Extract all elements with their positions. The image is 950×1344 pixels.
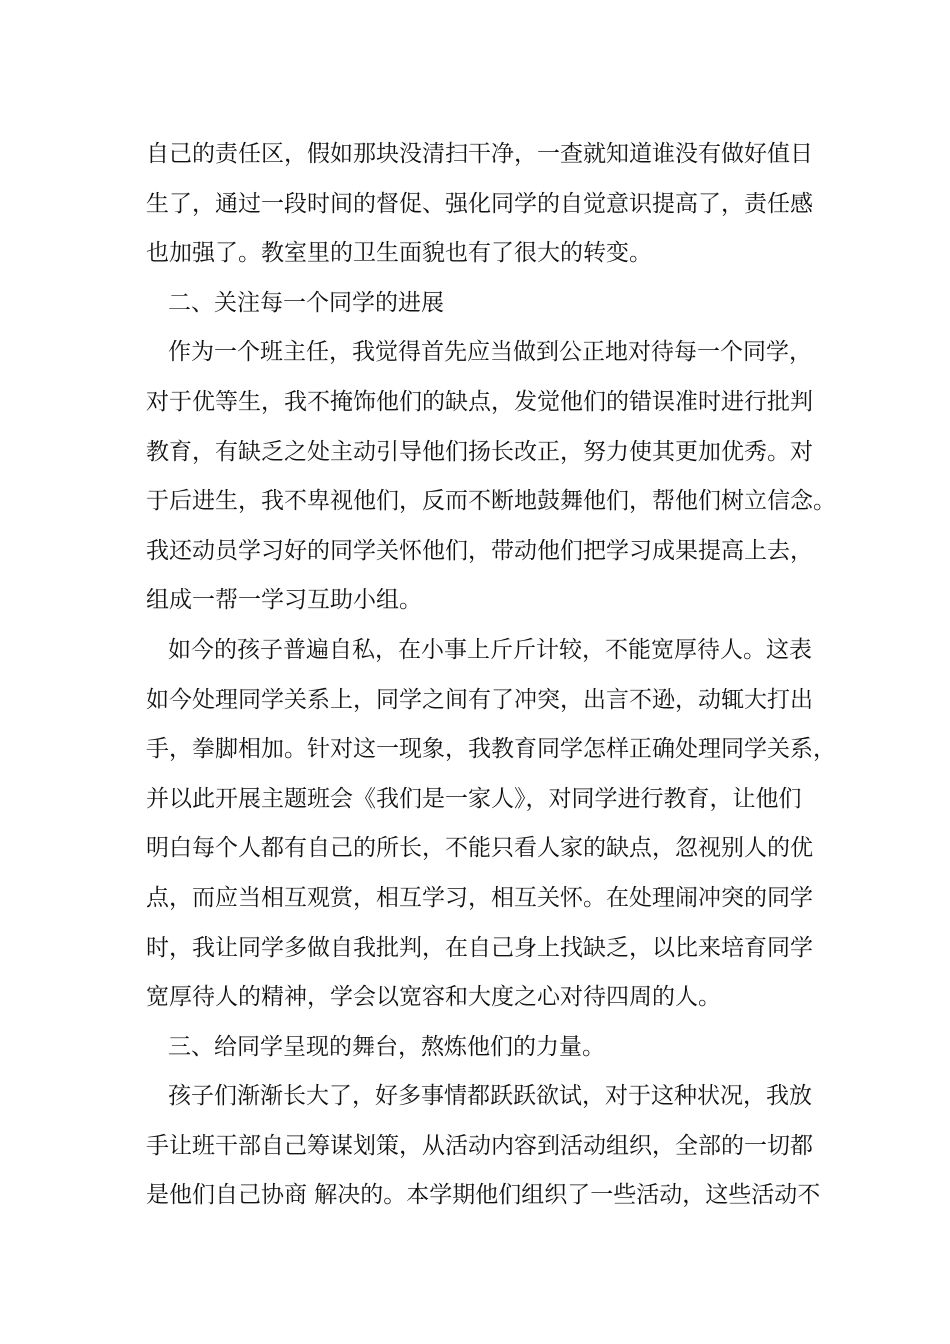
text-line: 并以此开展主题班会《我们是一家人》，对同学进行教育，让他们 bbox=[146, 785, 802, 812]
text-line: 组成一帮一学习互助小组。 bbox=[146, 587, 422, 614]
text-line: 手让班干部自己筹谋划策，从活动内容到活动组织，全部的一切都 bbox=[146, 1132, 813, 1159]
text-line: 我还动员学习好的同学关怀他们，带动他们把学习成果提高上去， bbox=[146, 537, 813, 564]
text-line: 对于优等生，我不掩饰他们的缺点，发觉他们的错误准时进行批判 bbox=[146, 388, 813, 415]
text-line: 点，而应当相互观赏，相互学习，相互关怀。在处理闹冲突的同学 bbox=[146, 884, 813, 911]
text-line: 也加强了。教室里的卫生面貌也有了很大的转变。 bbox=[146, 240, 652, 267]
text-line: 二、关注每一个同学的进展 bbox=[168, 289, 444, 316]
text-line: 是他们自己协商 解决的。本学期他们组织了一些活动，这些活动不 bbox=[146, 1182, 821, 1209]
text-line: 教育，有缺乏之处主动引导他们扬长改正，努力使其更加优秀。对 bbox=[146, 438, 813, 465]
text-line: 孩子们渐渐长大了，好多事情都跃跃欲试，对于这种状况，我放 bbox=[168, 1083, 812, 1110]
text-line: 手，拳脚相加。针对这一现象，我教育同学怎样正确处理同学关系， bbox=[146, 736, 836, 763]
text-line: 明白每个人都有自己的所长，不能只看人家的缺点，忽视别人的优 bbox=[146, 835, 813, 862]
text-line: 于后进生，我不卑视他们，反而不断地鼓舞他们，帮他们树立信念。 bbox=[146, 488, 836, 515]
text-line: 如今的孩子普遍自私，在小事上斤斤计较，不能宽厚待人。这表 bbox=[168, 636, 812, 663]
body-text bbox=[146, 130, 846, 1221]
text-line: 三、给同学呈现的舞台，熬炼他们的力量。 bbox=[168, 1033, 605, 1060]
text-line: 如今处理同学关系上，同学之间有了冲突，出言不逊，动辄大打出 bbox=[146, 686, 813, 713]
text-line: 时，我让同学多做自我批判，在自己身上找缺乏，以比来培育同学 bbox=[146, 934, 813, 961]
text-line: 自己的责任区，假如那块没清扫干净，一查就知道谁没有做好值日 bbox=[146, 141, 813, 167]
text-line: 生了，通过一段时间的督促、强化同学的自觉意识提高了，责任感 bbox=[146, 190, 813, 217]
text-line: 宽厚待人的精神，学会以宽容和大度之心对待四周的人。 bbox=[146, 984, 721, 1011]
text-line: 作为一个班主任，我觉得首先应当做到公正地对待每一个同学， bbox=[168, 339, 812, 366]
